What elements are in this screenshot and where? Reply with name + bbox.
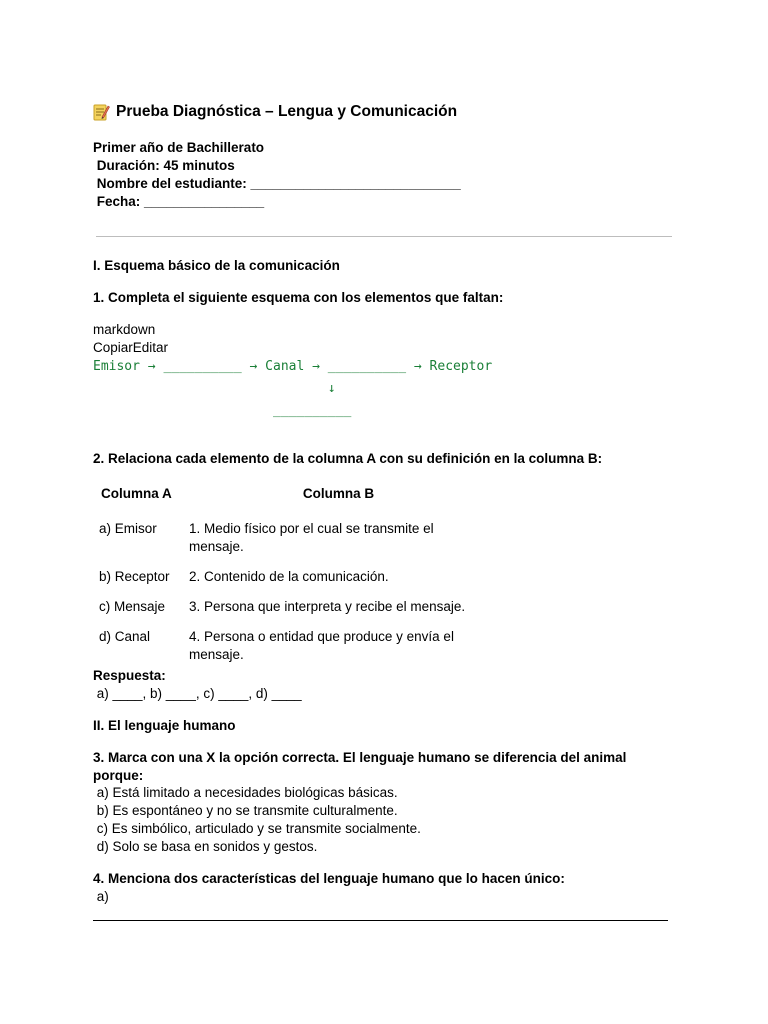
question-3-line-2: porque:: [93, 768, 144, 783]
column-a-cell: d) Canal: [99, 629, 151, 644]
code-language-label: markdown: [93, 322, 156, 337]
option-a[interactable]: a) Está limitado a necesidades biológicas básicas.: [93, 785, 398, 800]
option-b[interactable]: b) Es espontáneo y no se transmite culturalmente.: [93, 803, 398, 818]
table-header-row: [96, 486, 486, 508]
student-name-field[interactable]: Nombre del estudiante: ____________________________: [93, 176, 461, 191]
memo-icon: [93, 103, 110, 121]
question-2: 2. Relaciona cada elemento de la columna A con su definición en la columna B:: [93, 451, 603, 466]
answer-line[interactable]: [93, 920, 668, 921]
grade-label: Primer año de Bachillerato: [93, 140, 265, 155]
option-c[interactable]: c) Es simbólico, articulado y se transmite socialmente.: [93, 821, 421, 836]
column-b-cell: 2. Contenido de la comunicación.: [189, 569, 389, 584]
column-a-cell: b) Receptor: [99, 569, 170, 584]
column-b-cell: 4. Persona o entidad que produce y envía el mensaje.: [189, 629, 454, 662]
question-1: 1. Completa el siguiente esquema con los elementos que faltan:: [93, 290, 504, 305]
code-actions[interactable]: CopiarEditar: [93, 340, 169, 355]
table-row: [96, 616, 486, 664]
answer-label: Respuesta:: [93, 668, 166, 683]
horizontal-divider: [96, 236, 672, 237]
question-3-line-1: 3. Marca con una X la opción correcta. El lenguaje humano se diferencia del animal: [93, 750, 627, 765]
table-row: [96, 586, 486, 616]
answer-blanks[interactable]: a) ____, b) ____, c) ____, d) ____: [93, 686, 302, 701]
answer-a-label: a): [93, 889, 109, 904]
section2-heading: II. El lenguaje humano: [93, 718, 236, 733]
section1-heading: I. Esquema básico de la comunicación: [93, 258, 340, 273]
duration-label: Duración: 45 minutos: [93, 158, 235, 173]
date-field[interactable]: Fecha: ________________: [93, 194, 265, 209]
title-text: Prueba Diagnóstica – Lengua y Comunicación: [116, 103, 458, 120]
code-line-2: ↓: [93, 381, 336, 396]
column-a-cell: a) Emisor: [99, 521, 157, 536]
page-title: [93, 103, 457, 121]
question-4: 4. Menciona dos características del lenguaje humano que lo hacen único:: [93, 871, 565, 886]
column-b-header: Columna B: [302, 486, 375, 501]
code-line-3: __________: [93, 403, 352, 418]
table-row: [96, 508, 486, 556]
matching-table: [96, 486, 486, 664]
column-a-cell: c) Mensaje: [99, 599, 166, 614]
table-row: [96, 556, 486, 586]
column-b-cell: 3. Persona que interpreta y recibe el mensaje.: [189, 599, 466, 614]
code-line-1: Emisor → __________ → Canal → __________ → Receptor: [93, 359, 493, 374]
column-a-header: Columna A: [101, 486, 172, 501]
column-b-cell: 1. Medio físico por el cual se transmite el mensaje.: [189, 521, 434, 554]
option-d[interactable]: d) Solo se basa en sonidos y gestos.: [93, 839, 318, 854]
